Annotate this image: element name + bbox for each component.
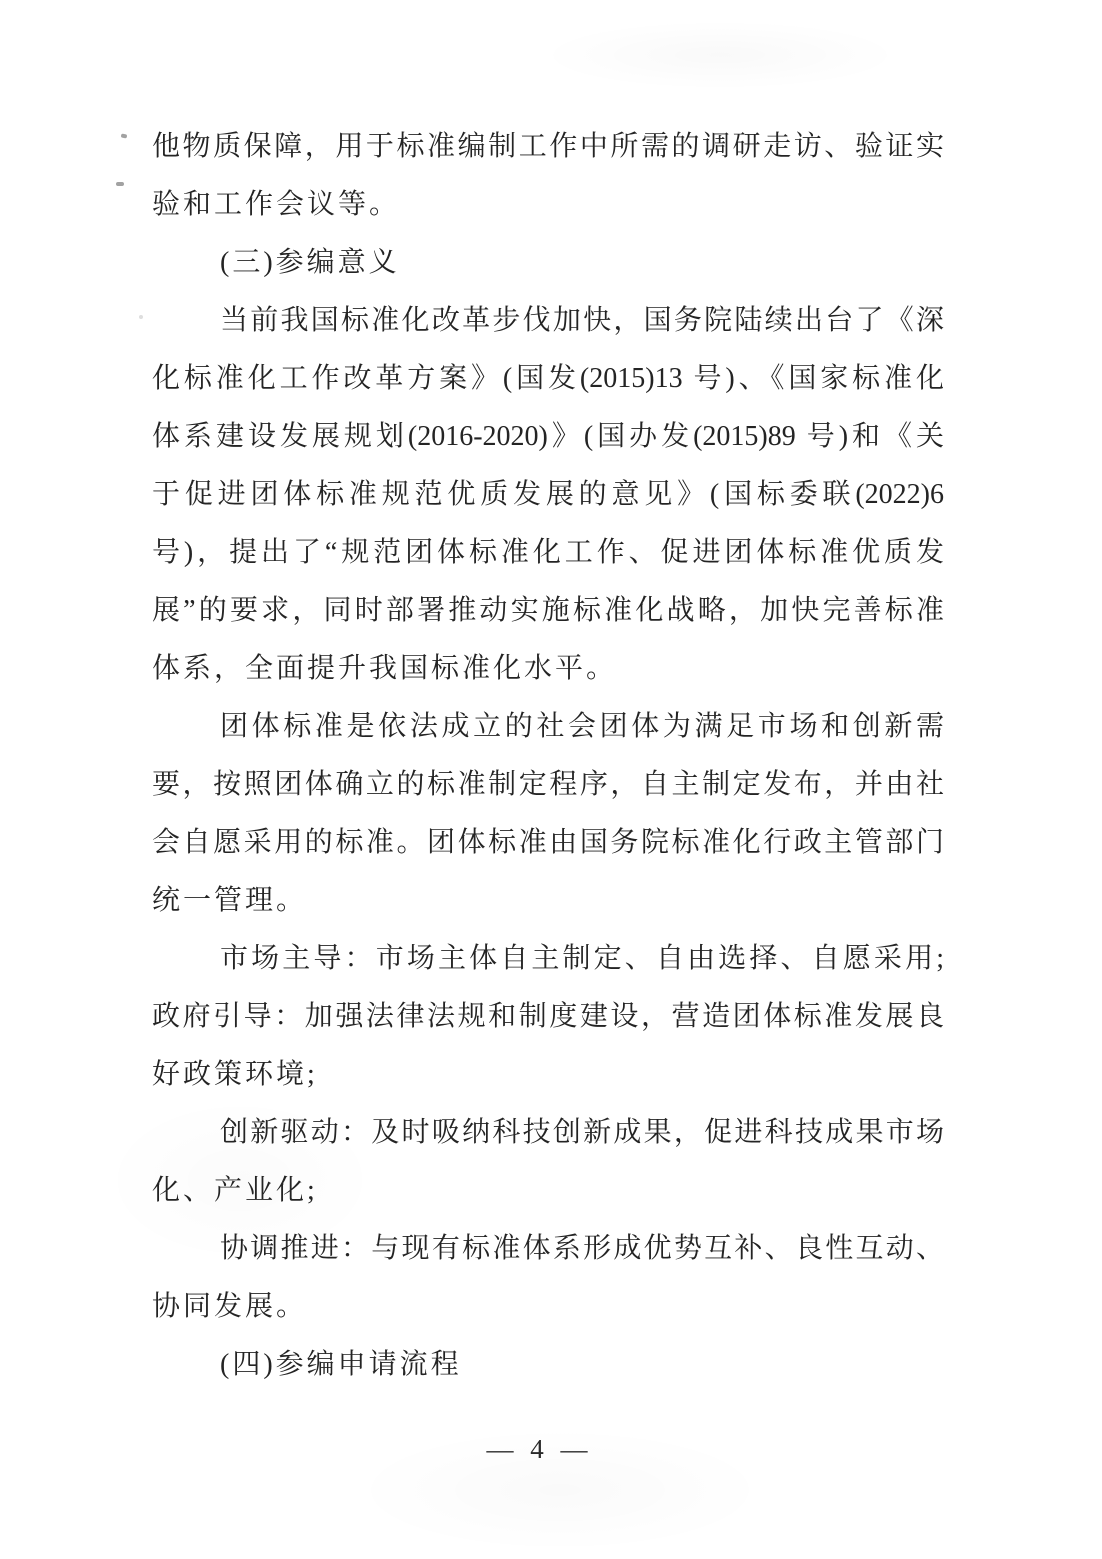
text-line: 号)，提出了“规范团体标准化工作、促进团体标准优质发 <box>152 537 944 568</box>
scan-speck <box>139 315 143 319</box>
text-line: 好政策环境; <box>152 1059 318 1090</box>
text-line: 协同发展。 <box>152 1291 308 1322</box>
text-line: 体系建设发展规划(2016-2020)》(国办发(2015)89 号)和《关 <box>152 421 944 452</box>
text-line: 政府引导：加强法律法规和制度建设，营造团体标准发展良 <box>152 1001 944 1032</box>
text-line: 会自愿采用的标准。团体标准由国务院标准化行政主管部门 <box>152 827 944 858</box>
text-line: (四)参编申请流程 <box>220 1349 462 1380</box>
page-footer <box>0 1427 1089 1471</box>
page-number: — 4 — <box>486 1434 590 1464</box>
scan-speck <box>121 133 128 138</box>
text-line: 创新驱动：及时吸纳科技创新成果，促进科技成果市场 <box>220 1117 944 1148</box>
text-line: 当前我国标准化改革步伐加快，国务院陆续出台了《深 <box>220 305 944 336</box>
text-line: 体系，全面提升我国标准化水平。 <box>152 653 618 684</box>
text-line: (三)参编意义 <box>220 247 400 278</box>
text-line: 验和工作会议等。 <box>152 189 401 220</box>
text-line: 统一管理。 <box>152 885 308 916</box>
document-body <box>152 118 944 1394</box>
text-line: 展”的要求，同时部署推动实施标准化战略，加快完善标准 <box>152 595 944 626</box>
text-line: 化、产业化; <box>152 1175 318 1206</box>
text-line: 化标准化工作改革方案》(国发(2015)13 号)、《国家标准化 <box>152 363 944 394</box>
text-line: 要，按照团体确立的标准制定程序，自主制定发布，并由社 <box>152 769 944 800</box>
scan-speck <box>116 182 124 186</box>
text-line: 团体标准是依法成立的社会团体为满足市场和创新需 <box>220 711 944 742</box>
text-line: 协调推进：与现有标准体系形成优势互补、良性互动、 <box>220 1233 944 1264</box>
text-line: 他物质保障，用于标准编制工作中所需的调研走访、验证实 <box>152 131 944 162</box>
text-line: 市场主导：市场主体自主制定、自由选择、自愿采用; <box>220 943 944 974</box>
text-line: 于促进团体标准规范优质发展的意见》(国标委联(2022)6 <box>152 479 944 510</box>
